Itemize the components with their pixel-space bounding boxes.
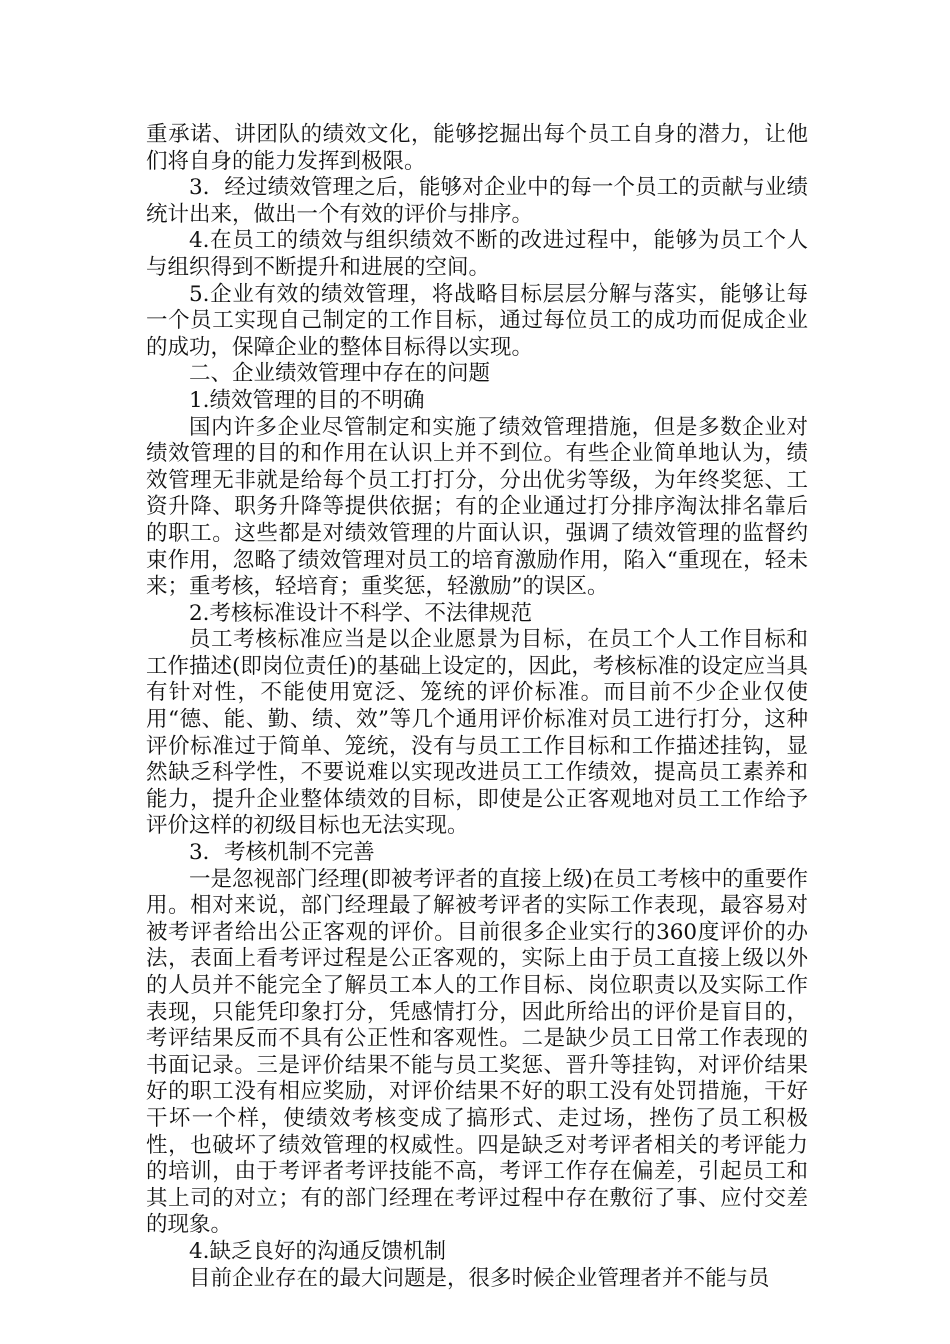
subheading-4: 4.缺乏良好的沟通反馈机制 <box>189 1238 447 1264</box>
section-heading-2: 二、企业绩效管理中存在的问题 <box>189 361 491 387</box>
paragraph-point-3: 3．经过绩效管理之后，能够对企业中的每一个员工的贡献与业绩统计出来，做出一个有效的评价与排序。 <box>146 175 808 227</box>
paragraph-mechanism: 一是忽视部门经理(即被考评者的直接上级)在员工考核中的重要作用。相对来说，部门经理最了解被考评者的实际工作表现，最容易对被考评者给出公正客观的评价。目前很多企业实行的360度评价的办法，表面上看考评过程是公正客观的，实际上由于员工直接上级以外的人员并不能完全了解员工本人的工作目标、岗位职责以及实际工作表现，只能凭印象打分，凭感情打分，因此所给出的评价是盲目的，考评结果反而不具有公正性和客观性。二是缺少员工日常工作表现的书面记录。三是评价结果不能与员工奖惩、晋升等挂钩，对评价结果好的职工没有相应奖励，对评价结果不好的职工没有处罚措施，干好干坏一个样，使绩效考核变成了搞形式、走过场，挫伤了员工积极性，也破坏了绩效管理的权威性。四是缺乏对考评者相关的考评能力的培训，由于考评者考评技能不高，考评工作存在偏差，引起员工和其上司的对立；有的部门经理在考评过程中存在敷衍了事、应付交差的现象。 <box>146 866 808 1238</box>
paragraph-point-4: 4.在员工的绩效与组织绩效不断的改进过程中，能够为员工个人与组织得到不断提升和进展的空间。 <box>146 228 808 280</box>
paragraph-standards: 员工考核标准应当是以企业愿景为目标，在员工个人工作目标和工作描述(即岗位责任)的基础上设定的，因此，考核标准的设定应当具有针对性，不能使用宽泛、笼统的评价标准。而目前不少企业仅使用“德、能、勤、绩、效”等几个通用评价标准对员工进行打分，这种评价标准过于简单、笼统，没有与员工工作目标和工作描述挂钩，显然缺乏科学性，不要说难以实现改进员工工作绩效，提高员工素养和能力，提升企业整体绩效的目标，即使是公正客观地对员工工作给予评价这样的初级目标也无法实现。 <box>146 627 808 839</box>
paragraph-feedback: 目前企业存在的最大问题是，很多时候企业管理者并不能与员 <box>189 1265 770 1291</box>
subheading-2: 2.考核标准设计不科学、不法律规范 <box>189 600 533 626</box>
paragraph-continuation: 重承诺、讲团队的绩效文化，能够挖掘出每个员工自身的潜力，让他们将自身的能力发挥到极限。 <box>146 122 808 174</box>
paragraph-point-5: 5.企业有效的绩效管理，将战略目标层层分解与落实，能够让每一个员工实现自己制定的工作目标，通过每位员工的成功而促成企业的成功，保障企业的整体目标得以实现。 <box>146 281 808 360</box>
document-body <box>146 122 808 1292</box>
subheading-3: 3．考核机制不完善 <box>189 840 375 866</box>
paragraph-unclear-purpose: 国内许多企业尽管制定和实施了绩效管理措施，但是多数企业对绩效管理的目的和作用在认识上并不到位。有些企业简单地认为，绩效管理无非就是给每个员工打打分，分出优劣等级，为年终奖惩、工资升降、职务升降等提供依据；有的企业通过打分排序淘汰排名靠后的职工。这些都是对绩效管理的片面认识，强调了绩效管理的监督约束作用，忽略了绩效管理对员工的培育激励作用，陷入“重现在，轻未来；重考核，轻培育；重奖惩，轻激励”的误区。 <box>146 414 808 600</box>
subheading-1: 1.绩效管理的目的不明确 <box>189 387 425 413</box>
